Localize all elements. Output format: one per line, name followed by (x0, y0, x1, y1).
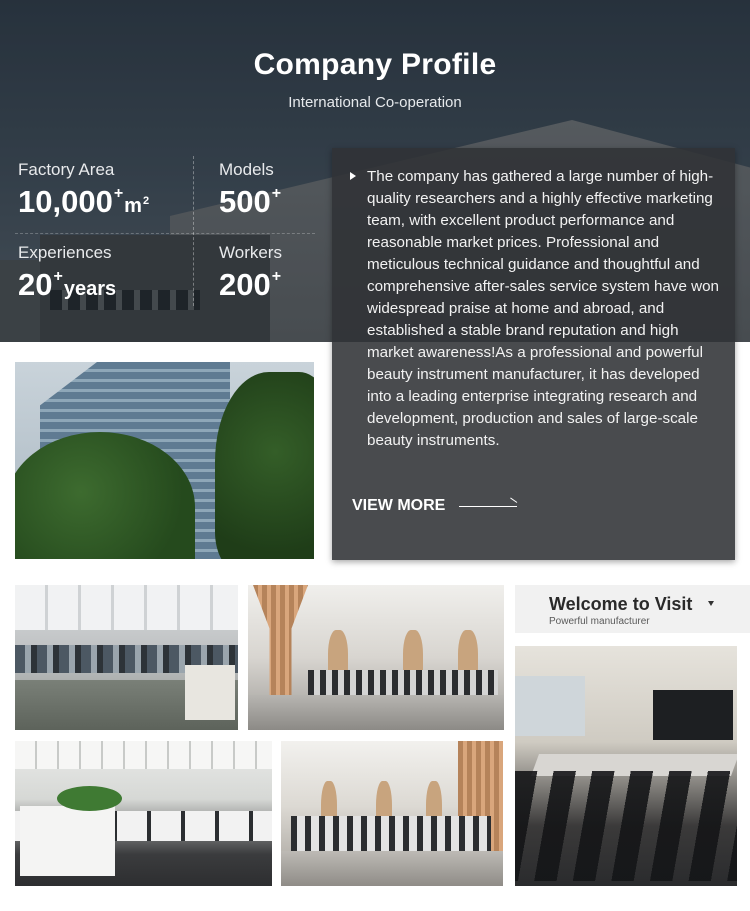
stat-experiences-label: Experiences (18, 243, 112, 262)
stat-workers-label: Workers (219, 243, 282, 262)
office-plants (57, 786, 122, 811)
stat-models-plus: + (271, 185, 282, 202)
stat-factory-area-plus: + (113, 185, 124, 202)
stat-factory-area-unit (124, 195, 149, 217)
view-more-label: VIEW MORE (352, 497, 446, 514)
factory-boxes (185, 665, 235, 720)
caret-down-icon (708, 601, 714, 606)
tree-right (215, 372, 314, 559)
meeting-room-photo (515, 646, 737, 886)
showroom-floor (281, 851, 503, 886)
stat-factory-area-value (18, 184, 149, 220)
stat-workers-number: 200 (219, 267, 271, 302)
showroom-floor (248, 695, 504, 730)
stat-workers-value (219, 267, 281, 303)
factory-ceiling (15, 585, 238, 630)
stat-workers-plus: + (271, 268, 282, 285)
stat-models-number: 500 (219, 184, 271, 219)
stat-experiences-unit: years (63, 278, 117, 300)
showroom-photo-2 (281, 741, 503, 886)
welcome-title: Welcome to Visit (549, 594, 693, 614)
stat-experiences-plus: + (53, 268, 63, 285)
welcome-subtitle: Powerful manufacturer (549, 616, 650, 627)
triangle-right-icon (350, 172, 356, 180)
stat-factory-area-number: 10,000 (18, 184, 113, 219)
office-ceiling (15, 741, 272, 769)
stat-models-label: Models (219, 160, 274, 179)
meeting-chairs (515, 771, 737, 881)
stats-divider-horizontal (15, 233, 315, 234)
office-cabinet (20, 806, 115, 876)
meeting-window (515, 676, 585, 736)
page-title: Company Profile (253, 48, 497, 81)
company-description-panel (332, 148, 735, 560)
stats-divider-vertical (193, 156, 194, 306)
stat-experiences-number: 20 (18, 267, 53, 302)
stat-factory-area-unit-text: m (124, 195, 142, 217)
stat-models-value (219, 184, 281, 220)
office-area-photo (15, 741, 272, 886)
stat-experiences-value (18, 267, 116, 303)
factory-floor-photo (15, 585, 238, 730)
long-arrow-right-icon (459, 506, 517, 507)
stat-factory-area-label: Factory Area (18, 160, 115, 179)
beauty-machines (291, 816, 491, 851)
meeting-screen (653, 690, 733, 740)
stat-factory-area-unit-exp: 2 (142, 195, 150, 207)
welcome-banner (515, 585, 750, 633)
page-subtitle: International Co-operation (288, 94, 462, 111)
company-description-text: The company has gathered a large number of high-quality researchers and a highly effective marketing team, with excellent product performance and reasonable market prices. Professional and meticulous technical guidance and thoughtful and comprehensive after-sales service system have won widespread praise at home and abroad, and established a stable brand reputation and high market awareness!As a professional and powerful beauty instrument manufacturer, it has developed into a leading enterprise integrating research and development, production and sales of large-scale beauty instruments. (367, 168, 719, 449)
beauty-machines (308, 670, 498, 695)
view-more-link[interactable] (352, 497, 517, 515)
office-tower-photo (15, 362, 314, 559)
showroom-photo-1 (248, 585, 504, 730)
